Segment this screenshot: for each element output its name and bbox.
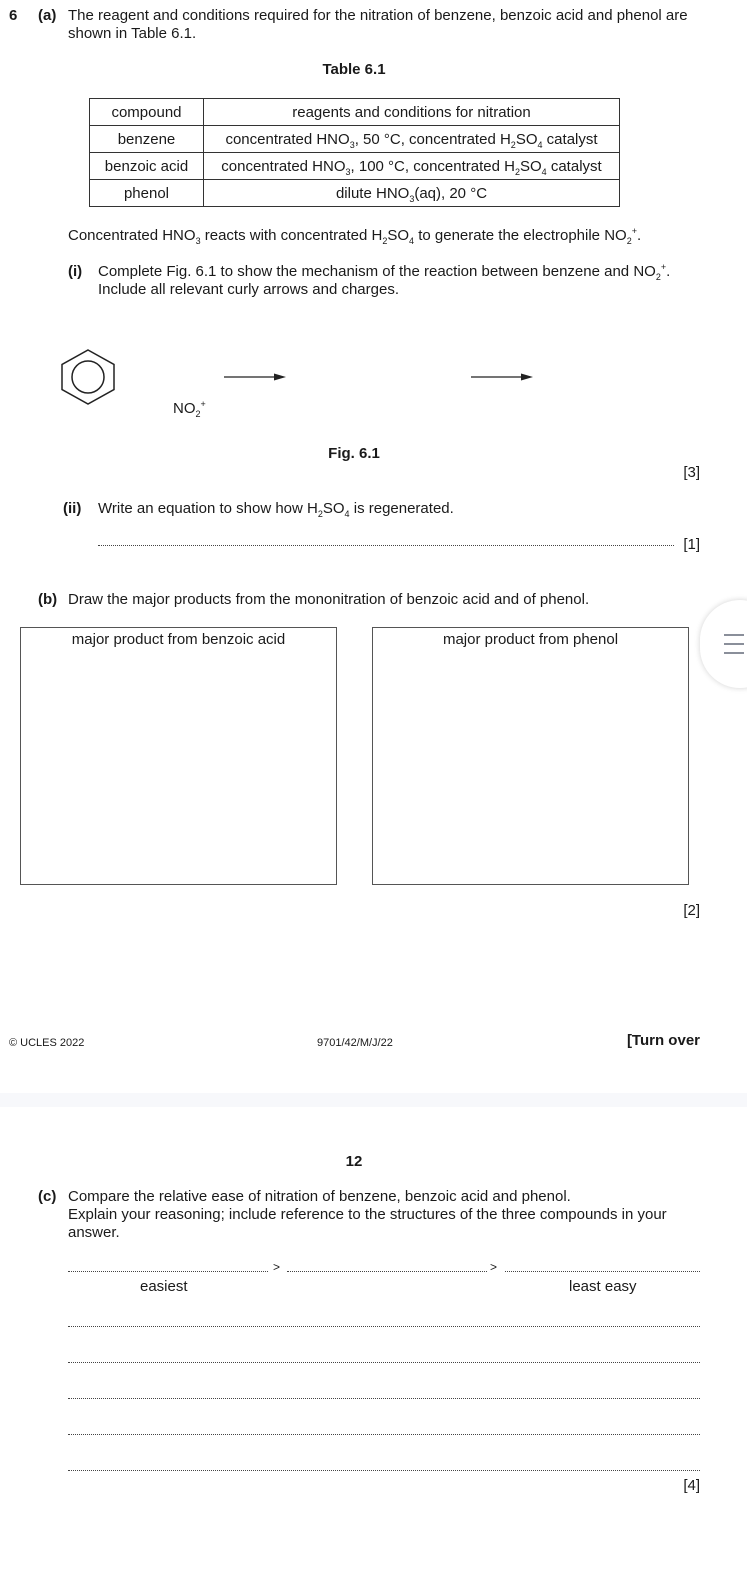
table-header-conditions: reagents and conditions for nitration — [204, 99, 620, 126]
table-cell-compound: phenol — [90, 180, 204, 207]
box-label-benzoic-acid: major product from benzoic acid — [71, 631, 286, 648]
answer-blank-least-easy[interactable] — [505, 1271, 700, 1272]
footer-copyright: © UCLES 2022 — [9, 1037, 85, 1049]
part-ii-text: Write an equation to show how $H_2SO_4$ is regenerated. — [98, 500, 454, 519]
part-i-line1: Complete Fig. 6.1 to show the mechanism of the reaction between benzene and $NO_2^+$. — [98, 262, 671, 282]
box-label-phenol: major product from phenol — [442, 631, 619, 648]
answer-line-c5[interactable] — [68, 1470, 700, 1471]
table-row — [90, 126, 620, 153]
part-b-label: (b) — [38, 591, 58, 608]
answer-line-ii[interactable] — [98, 545, 674, 546]
menu-icon — [724, 634, 744, 636]
table-cell-compound: benzoic acid — [90, 153, 204, 180]
benzene-ring-icon — [56, 347, 120, 407]
part-c-line3: answer. — [68, 1224, 120, 1241]
part-c-label: (c) — [38, 1188, 57, 1205]
mark-i: [3] — [683, 464, 700, 481]
page-number: 12 — [345, 1153, 363, 1170]
part-ii-label: (ii) — [63, 500, 82, 517]
answer-box-benzoic-acid[interactable] — [20, 627, 337, 885]
gt-symbol-1: > — [273, 1260, 281, 1274]
answer-blank-easiest[interactable] — [68, 1271, 268, 1272]
mark-ii: [1] — [683, 536, 700, 553]
reaction-arrow-1-icon — [222, 370, 288, 384]
answer-line-c1[interactable] — [68, 1326, 700, 1327]
table-cell-conditions: concentrated $HNO_3$, 50 °C, concentrated $H_2SO_4$ catalyst — [204, 126, 620, 153]
mark-b: [2] — [683, 902, 700, 919]
part-i-line2: Include all relevant curly arrows and charges. — [98, 281, 399, 298]
table-title: Table 6.1 — [322, 61, 386, 78]
part-b-text: Draw the major products from the mononitration of benzoic acid and of phenol. — [68, 591, 590, 608]
reaction-arrow-2-icon — [469, 370, 535, 384]
fig-reagent-no2: $NO_2^+$ — [173, 399, 206, 419]
table-header-compound: compound — [90, 99, 204, 126]
part-a-label: (a) — [38, 7, 57, 24]
page-separator — [0, 1093, 747, 1107]
gt-symbol-2: > — [490, 1260, 498, 1274]
table-header-row — [90, 99, 620, 126]
least-easy-label: least easy — [569, 1278, 637, 1295]
part-c-line2: Explain your reasoning; include reference to the structures of the three compounds in your — [68, 1206, 667, 1223]
answer-line-c3[interactable] — [68, 1398, 700, 1399]
part-c-line1: Compare the relative ease of nitration of benzene, benzoic acid and phenol. — [68, 1188, 571, 1205]
part-a-line2: shown in Table 6.1. — [68, 25, 197, 42]
footer-code: 9701/42/M/J/22 — [317, 1037, 393, 1049]
answer-line-c2[interactable] — [68, 1362, 700, 1363]
table-row — [90, 180, 620, 207]
mark-c: [4] — [683, 1477, 700, 1494]
part-i-label: (i) — [68, 263, 83, 280]
easiest-label: easiest — [140, 1278, 188, 1295]
answer-box-phenol[interactable] — [372, 627, 689, 885]
table-cell-compound: benzene — [90, 126, 204, 153]
electrophile-sentence: Concentrated $HNO_3$ reacts with concentrated $H_2SO_4$ to generate the electrophile $NO_2^+$. — [68, 226, 642, 246]
table-cell-conditions: dilute $HNO_3(aq)$, 20 °C — [204, 180, 620, 207]
answer-blank-middle[interactable] — [287, 1271, 487, 1272]
answer-line-c4[interactable] — [68, 1434, 700, 1435]
question-number: 6 — [9, 7, 18, 24]
fig-caption: Fig. 6.1 — [328, 445, 380, 462]
table-cell-conditions: concentrated $HNO_3$, 100 °C, concentrated $H_2SO_4$ catalyst — [204, 153, 620, 180]
side-panel-handle[interactable] — [700, 600, 747, 688]
table-row — [90, 153, 620, 180]
nitration-table — [89, 98, 620, 207]
part-a-line1: The reagent and conditions required for the nitration of benzene, benzoic acid and phenol are — [68, 7, 688, 24]
footer-turn-over: [Turn over — [626, 1032, 700, 1049]
